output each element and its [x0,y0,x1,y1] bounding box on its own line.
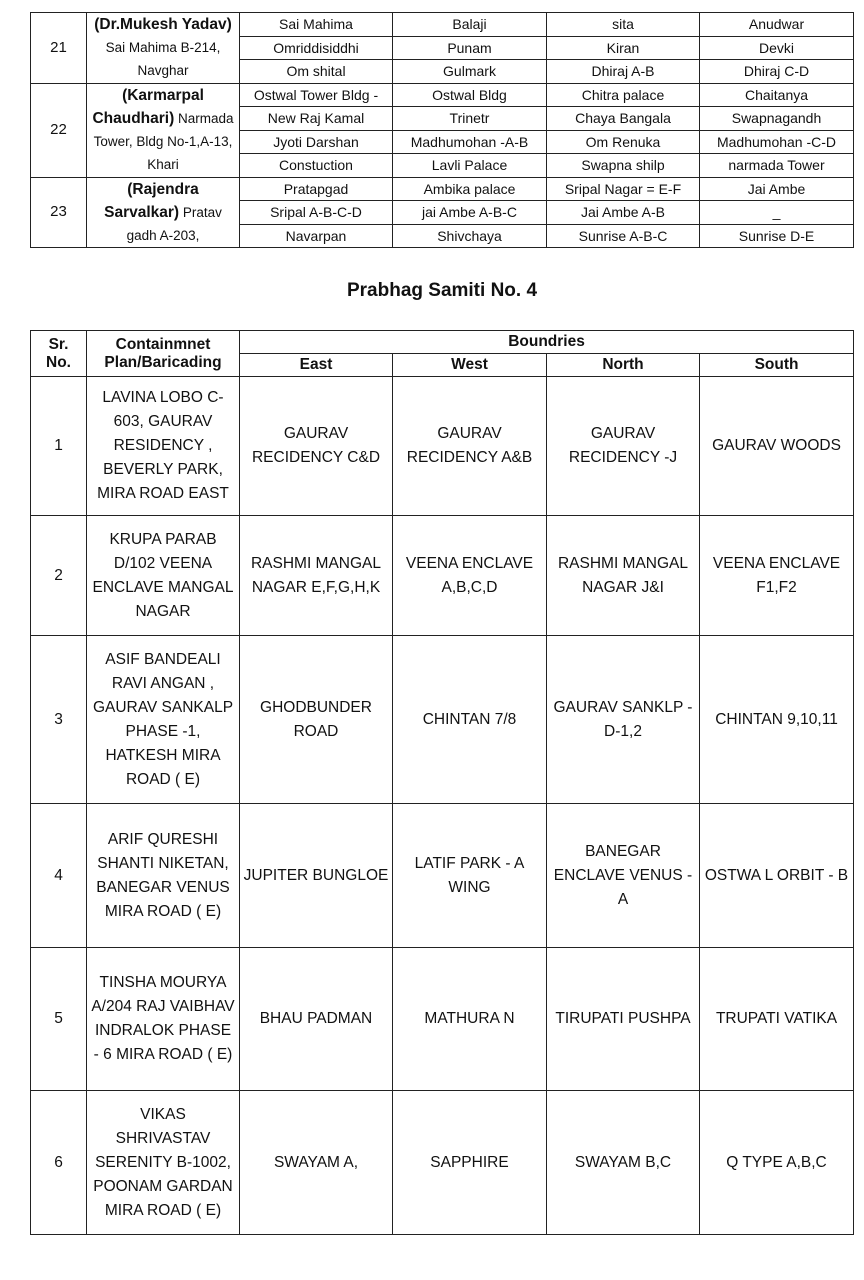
containment-plan: TINSHA MOURYA A/204 RAJ VAIBHAV INDRALOK PHASE - 6 MIRA ROAD ( E) [87,948,240,1091]
building-cell: Chitra palace [547,83,700,107]
boundary-north: RASHMI MANGAL NAGAR J&I [547,516,700,636]
boundary-east: SWAYAM A, [240,1091,393,1235]
building-cell: Ambika palace [393,177,547,201]
officer-cell [87,13,240,84]
boundary-south: VEENA ENCLAVE F1,F2 [700,516,854,636]
containment-plan: LAVINA LOBO C-603, GAURAV RESIDENCY , BEVERLY PARK, MIRA ROAD EAST [87,377,240,516]
table-row [31,948,854,1091]
building-cell: Pratapgad [240,177,393,201]
containment-plan: VIKAS SHRIVASTAV SERENITY B-1002, POONAM GARDAN MIRA ROAD ( E) [87,1091,240,1235]
containment-plan: ARIF QURESHI SHANTI NIKETAN, BANEGAR VENUS MIRA ROAD ( E) [87,804,240,948]
table-row [31,13,854,37]
building-cell: Constuction [240,154,393,178]
boundary-north: BANEGAR ENCLAVE VENUS - A [547,804,700,948]
building-cell: Om shital [240,60,393,84]
section-title: Prabhag Samiti No. 4 [346,280,538,301]
sr-number: 2 [31,516,87,636]
officer-cell [87,83,240,177]
building-cell: Ostwal Bldg [393,83,547,107]
table-row [31,804,854,948]
building-cell: Madhumohan -C-D [700,130,854,154]
boundary-west: CHINTAN 7/8 [393,636,547,804]
building-cell: Sripal A-B-C-D [240,201,393,225]
sr-number: 22 [31,83,87,177]
boundary-west: VEENA ENCLAVE A,B,C,D [393,516,547,636]
officer-cell [87,177,240,248]
sr-number: 1 [31,377,87,516]
building-cell: Swapna shilp [547,154,700,178]
containment-plan: ASIF BANDEALI RAVI ANGAN , GAURAV SANKALP PHASE -1, HATKESH MIRA ROAD ( E) [87,636,240,804]
boundary-south: OSTWA L ORBIT - B [700,804,854,948]
building-cell: Sripal Nagar = E-F [547,177,700,201]
boundary-west: MATHURA N [393,948,547,1091]
officer-name: (Rajendra Sarvalkar) [104,180,199,221]
building-cell: Lavli Palace [393,154,547,178]
building-cell: Om Renuka [547,130,700,154]
containment-plan: KRUPA PARAB D/102 VEENA ENCLAVE MANGAL NAGAR [87,516,240,636]
sr-number: 21 [31,13,87,84]
building-cell: Sunrise A-B-C [547,224,700,248]
header-east: East [240,354,393,377]
table-row [31,377,854,516]
containment-table [30,330,854,1235]
boundary-west: SAPPHIRE [393,1091,547,1235]
header-sr-no: Sr. No. [31,331,87,377]
table-row [31,83,854,107]
boundary-west: GAURAV RECIDENCY A&B [393,377,547,516]
boundary-north: TIRUPATI PUSHPA [547,948,700,1091]
boundary-east: GHODBUNDER ROAD [240,636,393,804]
building-cell: _ [700,201,854,225]
building-cell: Gulmark [393,60,547,84]
boundary-east: RASHMI MANGAL NAGAR E,F,G,H,K [240,516,393,636]
header-containment-plan: Containmnet Plan/Baricading [87,331,240,377]
building-cell: Ostwal Tower Bldg - [240,83,393,107]
boundary-east: GAURAV RECIDENCY C&D [240,377,393,516]
sr-number: 23 [31,177,87,248]
officer-name: (Karmarpal Chaudhari) [92,87,204,127]
building-cell: Dhiraj A-B [547,60,700,84]
building-cell: New Raj Kamal [240,107,393,131]
boundary-east: JUPITER BUNGLOE [240,804,393,948]
building-cell: narmada Tower [700,154,854,178]
building-cell: jai Ambe A-B-C [393,201,547,225]
building-cell: sita [547,13,700,37]
officer-address: Narmada Tower, Bldg No-1,A-13, Khari [93,111,234,172]
building-cell: Jai Ambe [700,177,854,201]
building-cell: Trinetr [393,107,547,131]
boundary-north: GAURAV SANKLP - D-1,2 [547,636,700,804]
header-west: West [393,354,547,377]
building-cell: Dhiraj C-D [700,60,854,84]
sr-number: 3 [31,636,87,804]
building-cell: Swapnagandh [700,107,854,131]
ward-officer-table [30,12,854,248]
building-cell: Anudwar [700,13,854,37]
officer-name: (Dr.Mukesh Yadav) [94,16,232,34]
building-cell: Chaitanya [700,83,854,107]
header-boundries: Boundries [240,331,854,354]
building-cell: Devki [700,36,854,60]
table-row [31,177,854,201]
table-row [31,1091,854,1235]
building-cell: Balaji [393,13,547,37]
building-cell: Sai Mahima [240,13,393,37]
boundary-east: BHAU PADMAN [240,948,393,1091]
header-south: South [700,354,854,377]
building-cell: Kiran [547,36,700,60]
officer-address: Sai Mahima B-214, Navghar [105,40,221,79]
building-cell: Omriddisiddhi [240,36,393,60]
officer-address: Pratav gadh A-203, [126,204,222,243]
sr-number: 5 [31,948,87,1091]
header-row [31,331,854,354]
sr-number: 4 [31,804,87,948]
building-cell: Chaya Bangala [547,107,700,131]
boundary-south: TRUPATI VATIKA [700,948,854,1091]
building-cell: Punam [393,36,547,60]
boundary-north: GAURAV RECIDENCY -J [547,377,700,516]
building-cell: Jyoti Darshan [240,130,393,154]
table-row [31,516,854,636]
building-cell: Sunrise D-E [700,224,854,248]
sr-number: 6 [31,1091,87,1235]
building-cell: Navarpan [240,224,393,248]
boundary-south: Q TYPE A,B,C [700,1091,854,1235]
boundary-south: GAURAV WOODS [700,377,854,516]
building-cell: Jai Ambe A-B [547,201,700,225]
table-row [31,636,854,804]
boundary-west: LATIF PARK - A WING [393,804,547,948]
building-cell: Madhumohan -A-B [393,130,547,154]
boundary-south: CHINTAN 9,10,11 [700,636,854,804]
building-cell: Shivchaya [393,224,547,248]
header-north: North [547,354,700,377]
boundary-north: SWAYAM B,C [547,1091,700,1235]
